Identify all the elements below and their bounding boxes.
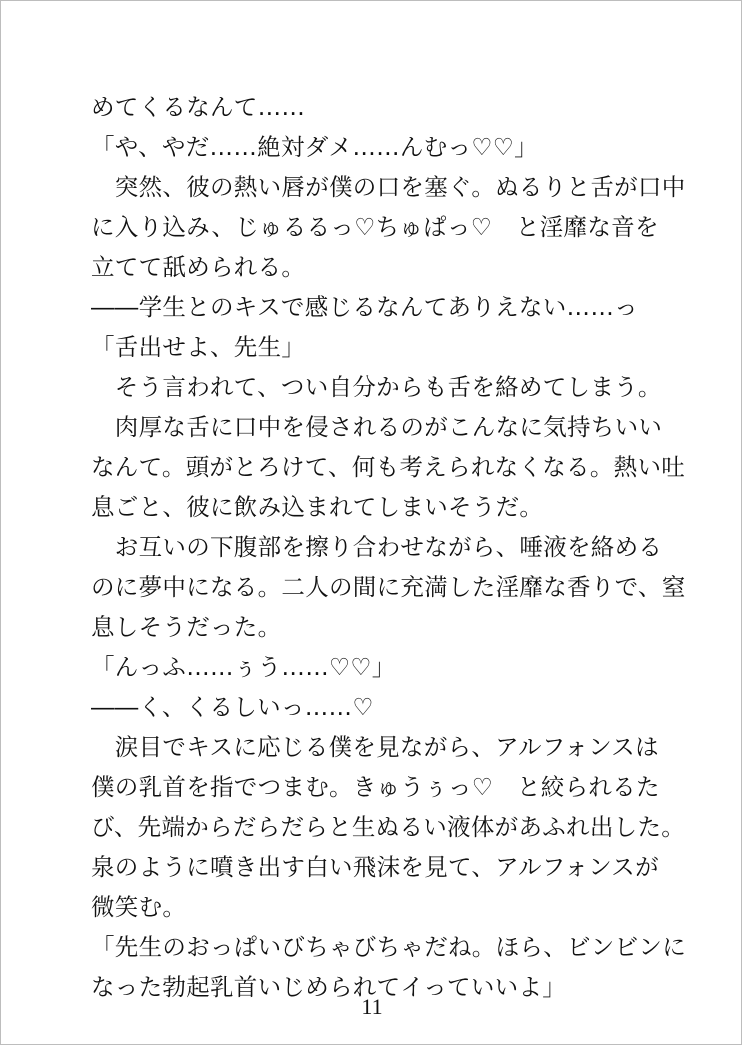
text-line: ――く、くるしいっ……♡ [91,693,374,721]
text-line: 突然、彼の熱い唇が僕の口を塞ぐ。ぬるりと舌が口中 [91,173,686,201]
body-text [91,87,686,1007]
text-line: 「舌出せよ、先生」 [91,333,306,361]
text-line: なんて。頭がとろけて、何も考えられなくなる。熱い吐 [91,453,686,481]
text-line: そう言われて、つい自分からも舌を絡めてしまう。 [91,373,662,401]
text-line: のに夢中になる。二人の間に充満した淫靡な香りで、窒 [91,573,686,601]
text-line: 泉のように噴き出す白い飛沫を見て、アルフォンスが [91,853,659,881]
text-line: 「んっふ……ぅう……♡♡」 [91,653,396,681]
text-line: なった勃起乳首いじめられてイっていいよ」 [91,973,567,1001]
text-line: ――学生とのキスで感じるなんてありえない……っ [91,293,638,321]
text-line: 肉厚な舌に口中を侵されるのがこんなに気持ちいい [91,413,663,441]
text-line: 息ごと、彼に飲み込まれてしまいそうだ。 [91,493,544,521]
text-line: 涙目でキスに応じる僕を見ながら、アルフォンスは [91,733,659,761]
text-line: 「先生のおっぱいびちゃびちゃだね。ほら、ビンビンに [91,933,686,961]
text-line: に入り込み、じゅるるっ♡ちゅぱっ♡ と淫靡な音を [91,213,659,241]
text-line: お互いの下腹部を擦り合わせながら、唾液を絡める [91,533,663,561]
text-line: 微笑む。 [91,893,187,921]
text-line: 「や、やだ……絶対ダメ……んむっ♡♡」 [91,133,538,161]
text-line: び、先端からだらだらと生ぬるい液体があふれ出した。 [91,813,686,841]
text-line: めてくるなんて…… [91,93,306,121]
page-number: 11 [361,994,383,1019]
text-line: 立てて舐められる。 [91,253,306,281]
text-line: 息しそうだった。 [91,613,282,641]
text-line: 僕の乳首を指でつまむ。きゅうぅっ♡ と絞られるた [91,773,660,801]
